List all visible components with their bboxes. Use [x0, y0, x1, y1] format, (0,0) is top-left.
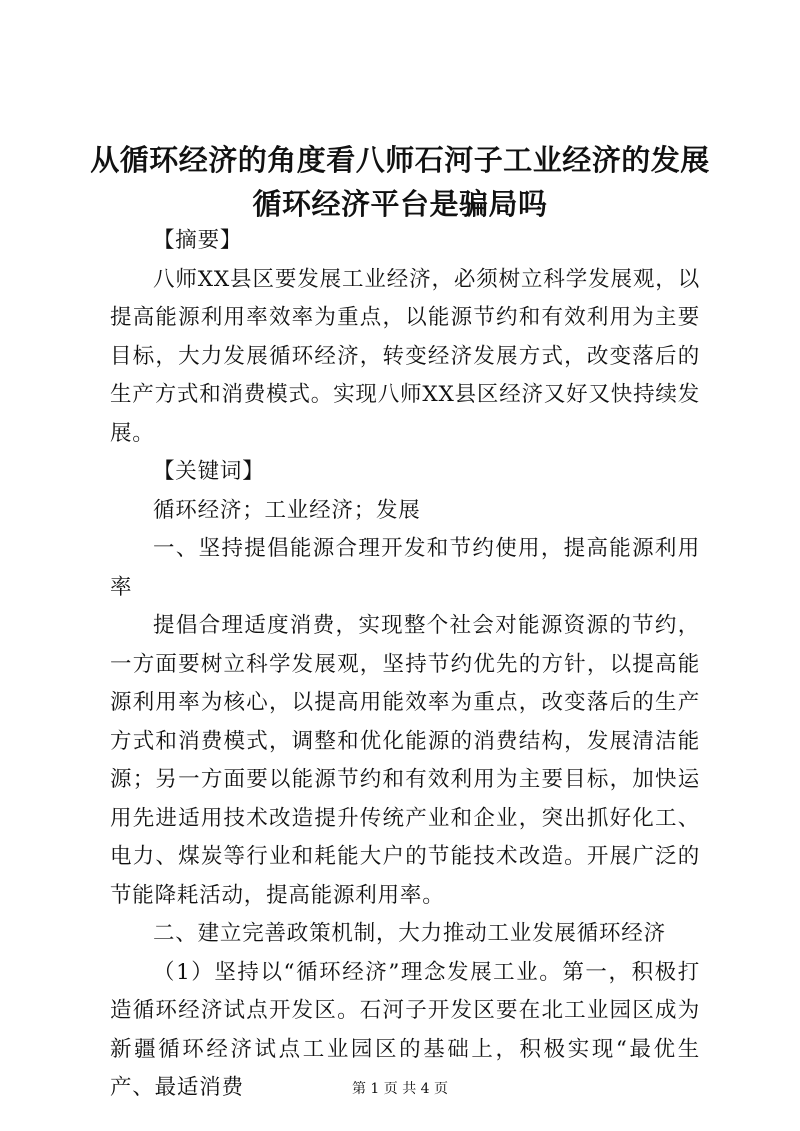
document-body: [110, 222, 700, 1108]
section-paragraph-2: （1）坚持以“循环经济”理念发展工业。第一，积极打造循环经济试点开发区。石河子开发区要在北工业园区成为新疆循环经济试点工业园区的基础上，积极实现“最优生产、最适消费: [110, 959, 700, 1100]
section-heading-1: 一、坚持提倡能源合理开发和节约使用，提高能源利用率: [110, 536, 700, 600]
section-heading-2: 二、建立完善政策机制，大力推动工业发展循环经济: [153, 921, 666, 946]
section-paragraph-1: 提倡合理适度消费，实现整个社会对能源资源的节约，一方面要树立科学发展观，坚持节约优先的方针，以提高能源利用率为核心，以提高用能效率为重点，改变落后的生产方式和消费模式，调整和优化能源的消费结构，发展清洁能源；另一方面要以能源节约和有效利用为主要目标，加快运用先进适用技术改造提升传统产业和企业，突出抓好化工、电力、煤炭等行业和耗能大户的节能技术改造。开展广泛的节能降耗活动，提高能源利用率。: [110, 613, 700, 908]
keywords-paragraph: 循环经济；工业经济；发展: [153, 497, 421, 523]
abstract-paragraph: 八师XX县区要发展工业经济，必须树立科学发展观，以提高能源利用率效率为重点，以能源节约和有效利用为主要目标，大力发展循环经济，转变经济发展方式，改变落后的生产方式和消费模式。实现八师XX县区经济又好又快持续发展。: [110, 266, 700, 446]
abstract-heading: 【摘要】: [153, 228, 243, 253]
keywords-heading: 【关键词】: [153, 459, 265, 484]
page-number-footer: 第 1 页 共 4 页: [351, 1081, 449, 1097]
document-title: 从循环经济的角度看八师石河子工业经济的发展循环经济平台是骗局吗: [90, 143, 710, 221]
